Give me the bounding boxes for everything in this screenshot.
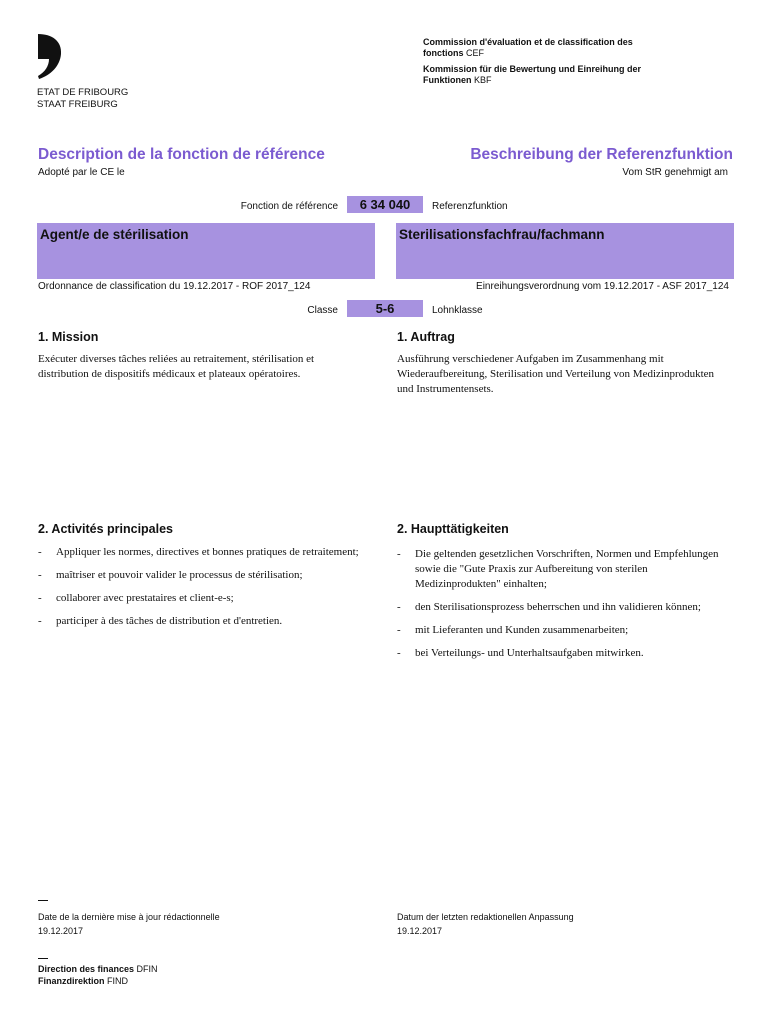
function-title-fr: Agent/e de stérilisation xyxy=(40,227,189,242)
mission-heading-de: 1. Auftrag xyxy=(397,330,455,344)
directorate-de xyxy=(38,975,158,987)
directorate-fr-abbr: DFIN xyxy=(136,964,158,974)
approved-label: Vom StR genehmigt am xyxy=(622,167,728,178)
list-item: - maîtriser et pouvoir valider le processus de stérilisation; xyxy=(38,569,303,581)
update-date-label-de: Datum der letzten redaktionellen Anpassung xyxy=(397,912,574,922)
page-title-de: Beschreibung der Referenzfunktion xyxy=(470,146,733,163)
canton-name xyxy=(37,87,128,111)
reference-label-de: Referenzfunktion xyxy=(432,201,508,212)
directorate-de-name: Finanzdirektion xyxy=(38,976,105,986)
list-item: - Appliquer les normes, directives et bonnes pratiques de retraitement; xyxy=(38,546,359,558)
etat-fr: ETAT DE FRIBOURG xyxy=(37,87,129,98)
class-label-fr: Classe xyxy=(307,305,338,316)
list-item: - collaborer avec prestataires et client-e-s; xyxy=(38,592,234,604)
commission-block xyxy=(423,37,723,86)
list-item: - den Sterilisationsprozess beherrschen und ihn validieren können; xyxy=(397,601,701,613)
class-value: 5-6 xyxy=(347,300,423,317)
commission-fr xyxy=(423,37,673,59)
directorate-de-abbr: FIND xyxy=(107,976,129,986)
directorate-fr-name: Direction des finances xyxy=(38,964,135,974)
footer-divider xyxy=(38,958,48,959)
mission-heading-fr: 1. Mission xyxy=(38,330,99,344)
function-title-de: Sterilisationsfachfrau/fachmann xyxy=(399,227,605,242)
commission-fr-name: Commission d'évaluation et de classification des fonctions xyxy=(423,37,633,58)
function-box-fr xyxy=(37,223,375,279)
list-item: - mit Lieferanten und Kunden zusammenarbeiten; xyxy=(397,624,629,636)
function-box-de xyxy=(396,223,734,279)
adopted-label: Adopté par le CE le xyxy=(38,167,125,178)
directorate-fr xyxy=(38,963,158,975)
mission-text-de: Ausführung verschiedener Aufgaben im Zusammenhang mit Wiederaufbereitung, Sterilisation und Verteilung von Medizinprodukten und Instrumentensets. xyxy=(397,353,715,395)
reference-label-fr: Fonction de référence xyxy=(240,201,338,212)
page-title-fr: Description de la fonction de référence xyxy=(38,146,325,163)
ordinance-de: Einreihungsverordnung vom 19.12.2017 - ASF 2017_124 xyxy=(476,281,729,292)
activities-list-de xyxy=(397,547,729,661)
directorate-block xyxy=(38,963,158,987)
list-item: - bei Verteilungs- und Unterhaltsaufgaben mitwirken. xyxy=(397,647,644,659)
update-date-value-de: 19.12.2017 xyxy=(397,926,443,936)
commission-de-abbr: KBF xyxy=(474,75,492,85)
reference-number: 6 34 040 xyxy=(347,196,423,213)
update-date-de xyxy=(397,911,574,937)
commission-de xyxy=(423,64,683,86)
commission-de-name: Kommission für die Bewertung und Einreihung der Funktionen xyxy=(423,64,642,85)
fribourg-comma-logo-icon xyxy=(34,32,64,80)
update-date-value-fr: 19.12.2017 xyxy=(38,926,84,936)
activities-list-fr xyxy=(38,545,368,629)
etat-de: STAAT FREIBURG xyxy=(37,99,118,110)
commission-fr-abbr: CEF xyxy=(466,48,485,58)
class-label-de: Lohnklasse xyxy=(432,305,483,316)
update-date-fr xyxy=(38,911,220,937)
list-item: - Die geltenden gesetzlichen Vorschriften, Normen und Empfehlungen sowie die "Gute Praxis zur Aufbereitung von sterilen Medizinprodukten" einhalten; xyxy=(397,548,719,590)
list-item: - participer à des tâches de distribution et d'entretien. xyxy=(38,615,283,627)
update-date-label-fr: Date de la dernière mise à jour rédactionnelle xyxy=(38,912,220,922)
activities-heading-de: 2. Haupttätigkeiten xyxy=(397,522,509,536)
ordinance-fr: Ordonnance de classification du 19.12.2017 - ROF 2017_124 xyxy=(38,281,311,292)
footer-divider xyxy=(38,900,48,901)
mission-text-fr: Exécuter diverses tâches reliées au retraitement, stérilisation et distribution de dispositifs médicaux et plateaux opératoires. xyxy=(38,353,315,380)
activities-heading-fr: 2. Activités principales xyxy=(38,522,174,536)
